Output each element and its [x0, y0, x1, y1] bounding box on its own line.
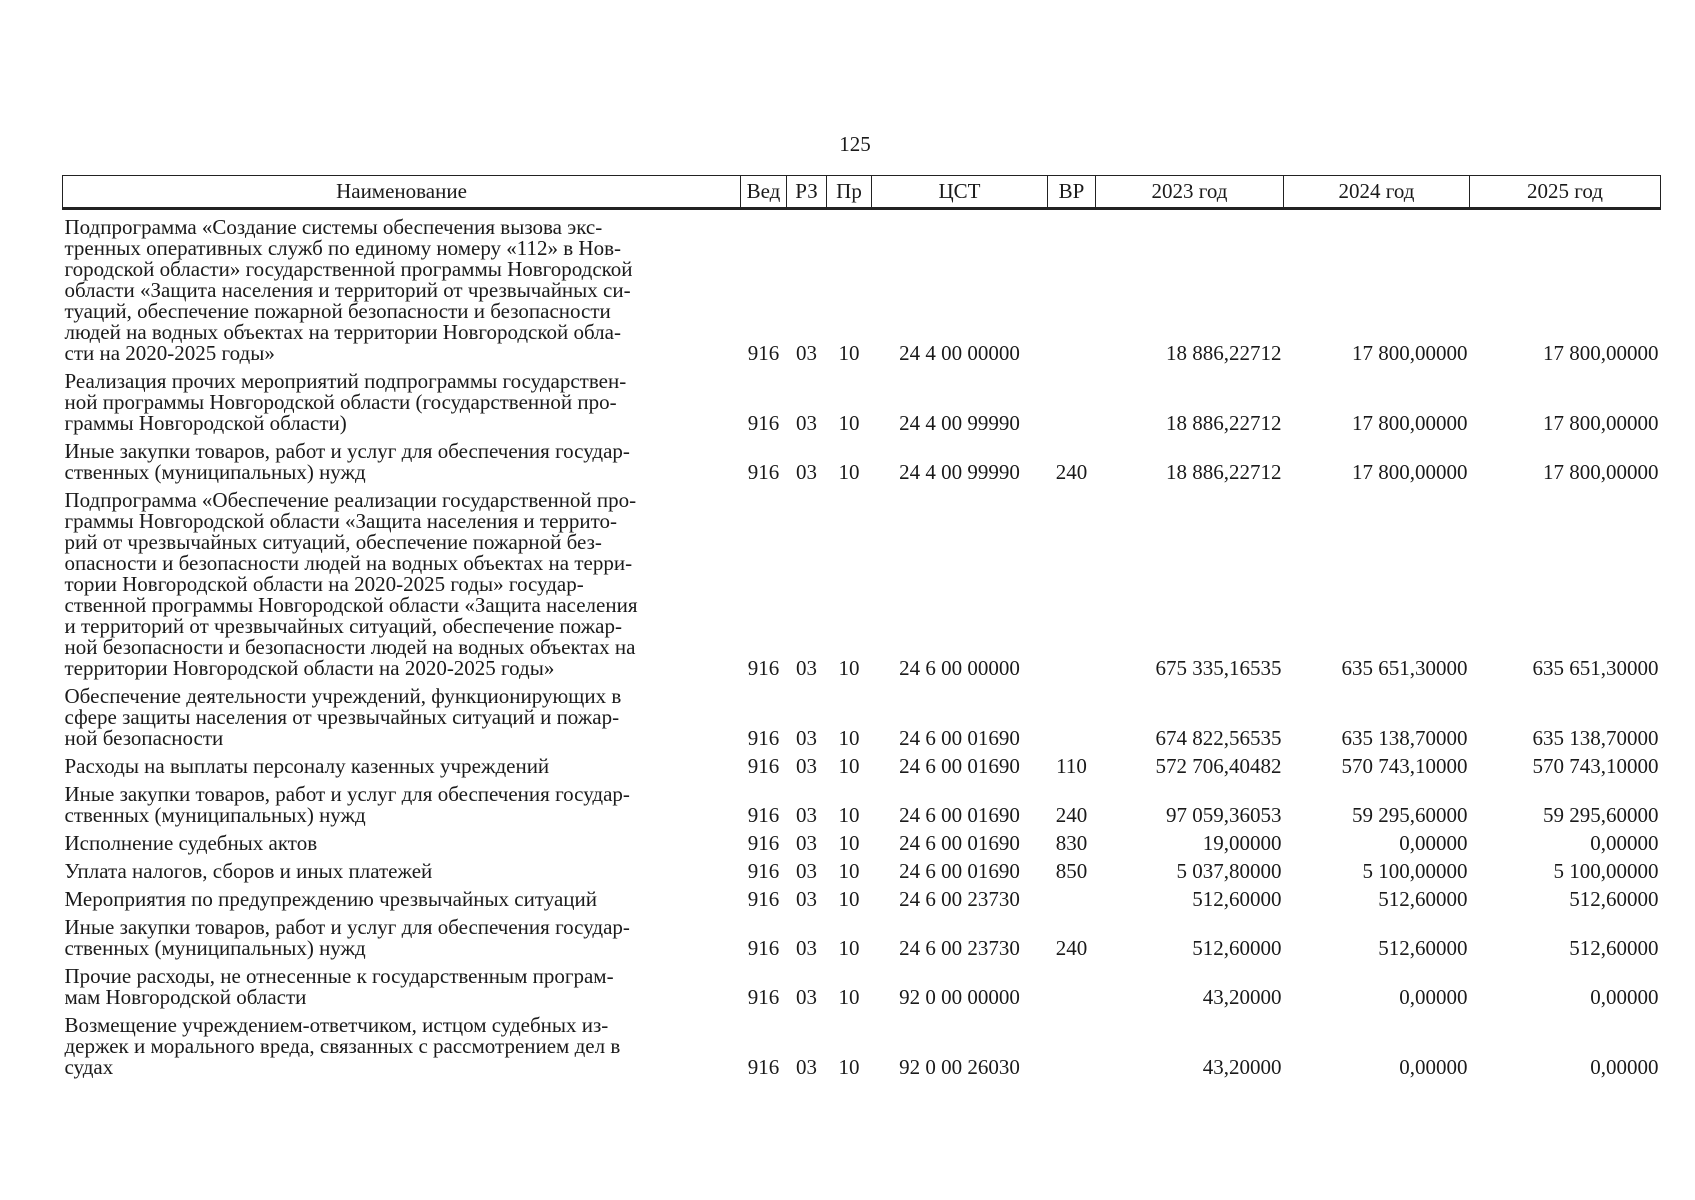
row-name: Подпрограмма «Создание системы обеспечения вызова экс- тренных оперативных служб по единому номеру «112» в Нов- городской области» государственной программы Новгородской области «Защита населения и территорий от чрезвычайных си- туаций, обеспечение пожарной безопасности и безопасности людей на водных объектах на территории Новгородской обла- сти на 2020-2025 годы»: [64, 215, 633, 365]
row-pr: 10: [838, 936, 860, 960]
row-rz: 03: [796, 656, 817, 680]
budget-table: [62, 175, 1661, 1078]
row-2025: 0,00000: [1590, 1055, 1659, 1079]
row-name: Реализация прочих мероприятий подпрограммы государствен- ной программы Новгородской области (государственной про- граммы Новгородской области): [64, 369, 627, 435]
row-vr: 240: [1055, 460, 1088, 484]
row-2025: 570 743,10000: [1532, 754, 1659, 778]
row-2024: 635 651,30000: [1341, 656, 1468, 680]
row-name: Исполнение судебных актов: [64, 831, 318, 855]
row-2024: 0,00000: [1399, 985, 1468, 1009]
row-cst: 24 4 00 00000: [899, 341, 1020, 365]
row-pr: 10: [838, 656, 860, 680]
row-2024: 570 743,10000: [1341, 754, 1468, 778]
table-row: [63, 882, 1661, 910]
table-row: [63, 483, 1661, 679]
table-row: [63, 1008, 1661, 1078]
row-2025: 635 651,30000: [1532, 656, 1659, 680]
row-pr: 10: [838, 754, 860, 778]
row-2024: 512,60000: [1378, 936, 1468, 960]
row-2024: 0,00000: [1399, 831, 1468, 855]
row-rz: 03: [796, 411, 817, 435]
row-ved: 916: [747, 936, 780, 960]
table-body: [63, 209, 1661, 1079]
table-row: [63, 679, 1661, 749]
table-row: [63, 364, 1661, 434]
row-vr: [1048, 679, 1096, 749]
row-2025: 59 295,60000: [1543, 803, 1659, 827]
row-cst: 24 6 00 23730: [899, 936, 1020, 960]
row-2025: 17 800,00000: [1543, 341, 1659, 365]
row-2024: 5 100,00000: [1362, 859, 1468, 883]
table-header-row: [63, 176, 1661, 209]
table-row: [63, 959, 1661, 1008]
table-row: [63, 777, 1661, 826]
row-vr: [1048, 882, 1096, 910]
table-row: [63, 209, 1661, 365]
row-name: Уплата налогов, сборов и иных платежей: [64, 859, 433, 883]
row-ved: 916: [747, 341, 780, 365]
row-2025: 635 138,70000: [1532, 726, 1659, 750]
row-ved: 916: [747, 460, 780, 484]
row-vr: [1048, 364, 1096, 434]
row-pr: 10: [838, 341, 860, 365]
row-ved: 916: [747, 411, 780, 435]
row-pr: 10: [838, 887, 860, 911]
row-cst: 92 0 00 00000: [899, 985, 1020, 1009]
row-rz: 03: [796, 887, 817, 911]
row-cst: 24 4 00 99990: [899, 460, 1020, 484]
row-ved: 916: [747, 831, 780, 855]
row-cst: 24 6 00 01690: [899, 859, 1020, 883]
row-pr: 10: [838, 1055, 860, 1079]
row-cst: 24 6 00 01690: [899, 754, 1020, 778]
row-rz: 03: [796, 803, 817, 827]
row-name: Возмещение учреждением-ответчиком, истцом судебных из- держек и морального вреда, связанных с рассмотрением дел в судах: [64, 1013, 621, 1079]
header-rz: РЗ: [787, 176, 827, 209]
row-2023: 43,20000: [1202, 1055, 1282, 1079]
row-vr: 830: [1055, 831, 1088, 855]
header-vr: ВР: [1048, 176, 1096, 209]
row-2023: 97 059,36053: [1166, 803, 1282, 827]
row-vr: 240: [1055, 936, 1088, 960]
row-rz: 03: [796, 859, 817, 883]
row-cst: 24 6 00 01690: [899, 803, 1020, 827]
table-row: [63, 826, 1661, 854]
header-2023: 2023 год: [1096, 176, 1284, 209]
row-vr: [1048, 1008, 1096, 1078]
header-cst: ЦСТ: [872, 176, 1048, 209]
row-pr: 10: [838, 859, 860, 883]
row-2023: 5 037,80000: [1176, 859, 1282, 883]
row-cst: 24 6 00 01690: [899, 831, 1020, 855]
row-2025: 0,00000: [1590, 985, 1659, 1009]
row-pr: 10: [838, 726, 860, 750]
row-cst: 92 0 00 26030: [899, 1055, 1020, 1079]
row-2023: 18 886,22712: [1166, 460, 1282, 484]
row-2025: 5 100,00000: [1553, 859, 1659, 883]
table-row: [63, 434, 1661, 483]
header-ved: Вед: [741, 176, 787, 209]
row-vr: [1048, 959, 1096, 1008]
header-2025: 2025 год: [1470, 176, 1661, 209]
row-2023: 675 335,16535: [1155, 656, 1282, 680]
row-cst: 24 6 00 01690: [899, 726, 1020, 750]
row-2024: 512,60000: [1378, 887, 1468, 911]
row-name: Иные закупки товаров, работ и услуг для обеспечения государ- ственных (муниципальных) нужд: [64, 439, 630, 484]
row-ved: 916: [747, 887, 780, 911]
row-2023: 18 886,22712: [1166, 341, 1282, 365]
header-pr: Пр: [827, 176, 872, 209]
row-2023: 674 822,56535: [1155, 726, 1282, 750]
row-vr: 110: [1056, 754, 1087, 778]
row-name: Мероприятия по предупреждению чрезвычайных ситуаций: [64, 887, 598, 911]
row-name: Расходы на выплаты персоналу казенных учреждений: [64, 754, 550, 778]
row-pr: 10: [838, 460, 860, 484]
table-row: [63, 854, 1661, 882]
row-2023: 19,00000: [1202, 831, 1282, 855]
row-rz: 03: [796, 985, 817, 1009]
row-2024: 17 800,00000: [1352, 460, 1468, 484]
row-rz: 03: [796, 460, 817, 484]
row-pr: 10: [838, 985, 860, 1009]
row-2023: 43,20000: [1202, 985, 1282, 1009]
page-number: 125: [839, 132, 871, 156]
row-name: Обеспечение деятельности учреждений, функционирующих в сфере защиты населения от чрезвычайных ситуаций и пожар- ной безопасности: [64, 684, 622, 750]
row-rz: 03: [796, 1055, 817, 1079]
header-2024: 2024 год: [1284, 176, 1470, 209]
row-vr: 850: [1055, 859, 1088, 883]
row-2025: 512,60000: [1569, 887, 1659, 911]
row-pr: 10: [838, 831, 860, 855]
row-2024: 17 800,00000: [1352, 341, 1468, 365]
row-2025: 0,00000: [1590, 831, 1659, 855]
row-rz: 03: [796, 831, 817, 855]
row-name: Подпрограмма «Обеспечение реализации государственной про- граммы Новгородской области «Защита населения и террито- рий от чрезвычайных ситуаций, обеспечение пожарной без- опасности и безопасности людей на водных объектах на терри- тории Новгородской области на 2020-2025 годы» государ- ственной программы Новгородской области «Защита населения и территорий от чрезвычайных ситуаций, обеспечение пожар- ной безопасности и безопасности людей на водных объектах на территории Новгородской области на 2020-2025 годы»: [64, 488, 638, 680]
row-2025: 512,60000: [1569, 936, 1659, 960]
row-2024: 635 138,70000: [1341, 726, 1468, 750]
row-2023: 512,60000: [1192, 887, 1282, 911]
row-cst: 24 6 00 23730: [899, 887, 1020, 911]
table-row: [63, 749, 1661, 777]
row-ved: 916: [747, 726, 780, 750]
row-rz: 03: [796, 726, 817, 750]
row-pr: 10: [838, 803, 860, 827]
row-rz: 03: [796, 754, 817, 778]
row-2025: 17 800,00000: [1543, 460, 1659, 484]
row-ved: 916: [747, 859, 780, 883]
row-2025: 17 800,00000: [1543, 411, 1659, 435]
row-rz: 03: [796, 341, 817, 365]
row-2024: 59 295,60000: [1352, 803, 1468, 827]
row-cst: 24 4 00 99990: [899, 411, 1020, 435]
row-2023: 18 886,22712: [1166, 411, 1282, 435]
row-name: Прочие расходы, не отнесенные к государственным програм- мам Новгородской области: [64, 964, 614, 1009]
row-cst: 24 6 00 00000: [899, 656, 1020, 680]
row-ved: 916: [747, 656, 780, 680]
row-ved: 916: [747, 803, 780, 827]
row-vr: [1048, 209, 1096, 365]
row-vr: 240: [1055, 803, 1088, 827]
table-row: [63, 910, 1661, 959]
header-name: Наименование: [63, 176, 741, 209]
row-ved: 916: [747, 754, 780, 778]
row-vr: [1048, 483, 1096, 679]
row-rz: 03: [796, 936, 817, 960]
row-ved: 916: [747, 1055, 780, 1079]
row-name: Иные закупки товаров, работ и услуг для обеспечения государ- ственных (муниципальных) нужд: [64, 915, 630, 960]
row-ved: 916: [747, 985, 780, 1009]
row-2023: 512,60000: [1192, 936, 1282, 960]
row-pr: 10: [838, 411, 860, 435]
row-2023: 572 706,40482: [1155, 754, 1282, 778]
row-name: Иные закупки товаров, работ и услуг для обеспечения государ- ственных (муниципальных) нужд: [64, 782, 630, 827]
row-2024: 0,00000: [1399, 1055, 1468, 1079]
row-2024: 17 800,00000: [1352, 411, 1468, 435]
